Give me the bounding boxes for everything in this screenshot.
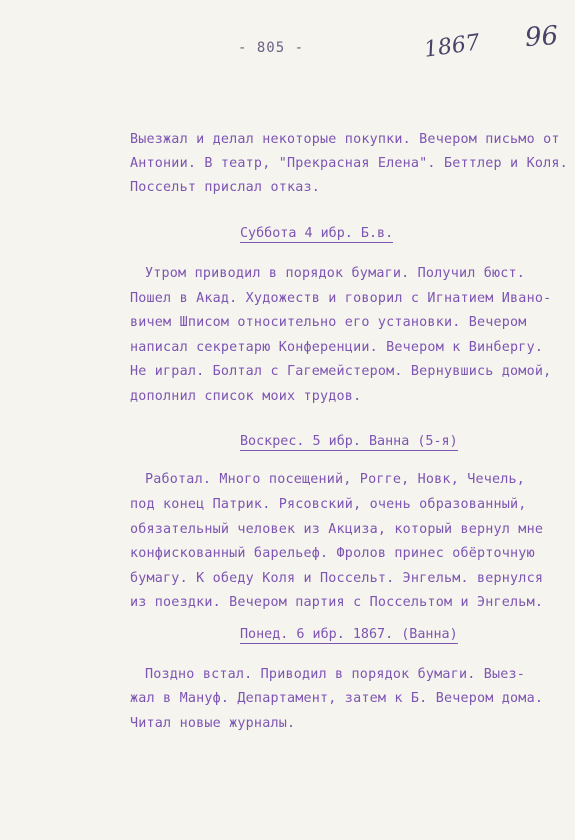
diary-line: обязательный человек из Акциза, который вернул мне (130, 522, 544, 537)
folio-number: 96 (523, 20, 560, 54)
diary-line: вичем Шписом относительно его установки. Вечером (130, 315, 527, 330)
diary-line: из поездки. Вечером партия с Поссельтом и Энгельм. (130, 595, 544, 610)
diary-line: Работал. Много посещений, Рогге, Новк, Чечель, (145, 472, 526, 487)
page-number: - 805 - (238, 40, 305, 56)
diary-line: Утром приводил в порядок бумаги. Получил бюст. (145, 266, 526, 281)
entry-heading: Понед. 6 ибр. 1867. (Ванна) (240, 627, 458, 642)
diary-line: Пошел в Акад. Художеств и говорил с Игнатием Ивано- (130, 291, 552, 306)
entry-heading: Воскрес. 5 ибр. Ванна (5-я) (240, 434, 458, 449)
diary-line: Поздно встал. Приводил в порядок бумаги. Выез- (145, 667, 526, 682)
diary-line: Не играл. Болтал с Гагемейстером. Вернувшись домой, (130, 364, 552, 379)
diary-line: дополнил список моих трудов. (130, 389, 362, 404)
handwritten-year: 1867 (422, 30, 482, 63)
diary-line: написал секретарю Конференции. Вечером к Винбергу. (130, 340, 544, 355)
diary-line: конфискованный барельеф. Фролов принес обёрточную (130, 546, 535, 561)
diary-line: Поссельт прислал отказ. (130, 180, 321, 195)
diary-line: жал в Мануф. Департамент, затем к Б. Вечером дома. (130, 691, 544, 706)
diary-line: Выезжал и делал некоторые покупки. Вечером письмо от (130, 132, 560, 147)
diary-line: Читал новые журналы. (130, 716, 296, 731)
diary-line: бумагу. К обеду Коля и Поссельт. Энгельм. вернулся (130, 571, 544, 586)
entry-heading: Суббота 4 ибр. Б.в. (240, 226, 394, 241)
diary-line: под конец Патрик. Рясовский, очень образованный, (130, 497, 527, 512)
diary-line: Антонии. В театр, "Прекрасная Елена". Беттлер и Коля. (130, 156, 568, 171)
